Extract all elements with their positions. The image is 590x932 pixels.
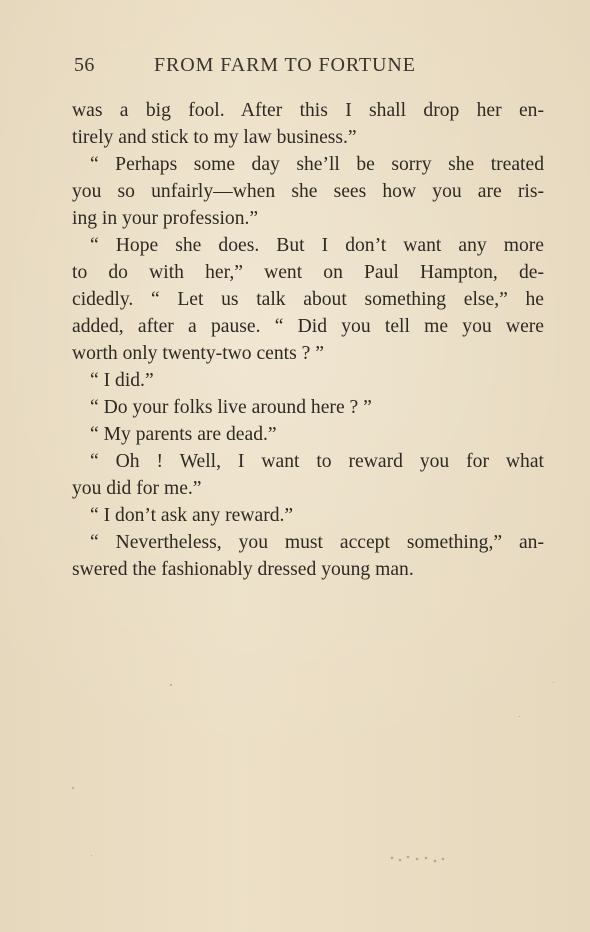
paper-speck: [170, 684, 172, 686]
text-line-1: was a big fool. After this I shall drop her en-: [72, 100, 544, 121]
text-line-17: “ Nevertheless, you must accept something,” an-: [90, 532, 544, 553]
text-line-11: “ I did.”: [90, 370, 154, 391]
text-line-15: you did for me.”: [72, 478, 202, 499]
text-line-5: ing in your profession.”: [72, 208, 259, 229]
text-line-12: “ Do your folks live around here ? ”: [90, 397, 372, 418]
text-line-10: worth only twenty-two cents ? ”: [72, 343, 324, 364]
body-text: [72, 97, 544, 583]
running-title: FROM FARM TO FORTUNE: [154, 54, 416, 76]
text-line-13: “ My parents are dead.”: [90, 424, 277, 445]
text-line-8: cidedly. “ Let us talk about something else,” he: [72, 289, 544, 310]
text-line-18: swered the fashionably dressed young man.: [72, 559, 414, 580]
text-line-16: “ I don’t ask any reward.”: [90, 505, 294, 526]
text-line-7: to do with her,” went on Paul Hampton, de-: [72, 262, 544, 283]
page-header: [74, 54, 466, 84]
text-line-14: “ Oh ! Well, I want to reward you for what: [90, 451, 544, 472]
paper-speck: [519, 716, 520, 717]
text-line-6: “ Hope she does. But I don’t want any more: [90, 235, 544, 256]
faint-marking: [386, 848, 448, 868]
text-line-3: “ Perhaps some day she’ll be sorry she treated: [90, 154, 544, 175]
page-number: 56: [74, 54, 95, 76]
text-line-9: added, after a pause. “ Did you tell me you were: [72, 316, 544, 337]
paper-speck: [553, 682, 554, 683]
paper-speck: [72, 787, 74, 789]
paper-speck: [91, 855, 92, 856]
text-line-4: you so unfairly—when she sees how you are ris-: [72, 181, 544, 202]
text-line-2: tirely and stick to my law business.”: [72, 127, 357, 148]
